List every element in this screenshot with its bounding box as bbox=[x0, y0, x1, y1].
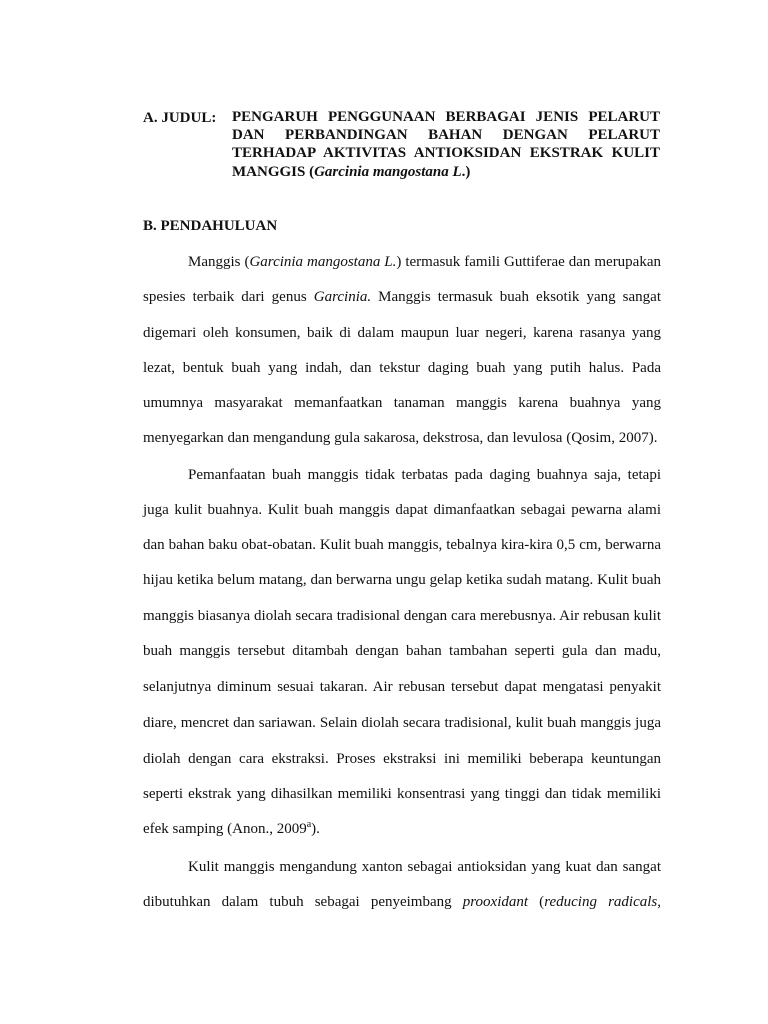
p3-text: , bbox=[657, 894, 662, 910]
title-line-3: TERHADAP AKTIVITAS ANTIOKSIDAN EKSTRAK KULIT bbox=[232, 145, 660, 161]
section-heading: B. PENDAHULUAN bbox=[143, 218, 278, 234]
paragraph-3-line-1: Kulit manggis mengandung xanton sebagai antioksidan yang kuat dan sangat bbox=[188, 859, 661, 875]
paragraph-2-line-4: hijau ketika belum matang, dan berwarna ungu gelap ketika sudah matang. Kulit buah bbox=[143, 572, 661, 588]
paragraph-2-line-7: selanjutnya diminum sesuai takaran. Air rebusan tersebut dapat mengatasi penyakit bbox=[143, 679, 661, 695]
paragraph-1-line-3: digemari oleh konsumen, baik di dalam maupun luar negeri, karena rasanya yang bbox=[143, 325, 661, 341]
p1-text: spesies terbaik dari genus bbox=[143, 289, 314, 305]
paragraph-3-line-2 bbox=[143, 895, 661, 910]
paragraph-2-line-9: diolah dengan cara ekstraksi. Proses ekstraksi ini memiliki beberapa keuntungan bbox=[143, 751, 661, 767]
citation-text: efek samping (Anon., 2009 bbox=[143, 821, 307, 837]
p1-genus-name: Garcinia. bbox=[313, 289, 372, 305]
p3-term-prooxidant: prooxidant bbox=[462, 894, 529, 910]
title-line-2: DAN PERBANDINGAN BAHAN DENGAN PELARUT bbox=[232, 127, 660, 143]
p3-term-reducing-radicals: reducing radicals bbox=[544, 894, 658, 910]
paragraph-2-line-1: Pemanfaatan buah manggis tidak terbatas pada daging buahnya saja, tetapi bbox=[188, 467, 661, 483]
citation-superscript: a bbox=[306, 819, 312, 830]
title-line-4-end: .) bbox=[461, 164, 471, 180]
title-label: A. JUDUL: bbox=[143, 110, 217, 126]
p3-text: ( bbox=[528, 894, 545, 910]
paragraph-2-line-3: dan bahan baku obat-obatan. Kulit buah manggis, tebalnya kira-kira 0,5 cm, berwarna bbox=[143, 537, 661, 553]
paragraph-1-line-2 bbox=[143, 290, 661, 305]
paragraph-2-line-11 bbox=[143, 819, 661, 837]
paragraph-2-line-6: buah manggis tersebut ditambah dengan bahan tambahan seperti gula dan madu, bbox=[143, 643, 661, 659]
p1-scientific-name: Garcinia mangostana L. bbox=[249, 254, 397, 270]
paragraph-2-line-10: seperti ekstrak yang dihasilkan memiliki konsentrasi yang tinggi dan tidak memiliki bbox=[143, 786, 661, 802]
title-line-1: PENGARUH PENGGUNAAN BERBAGAI JENIS PELARUT bbox=[232, 109, 660, 125]
p1-text: Manggis termasuk buah eksotik yang sangat bbox=[371, 289, 661, 305]
paragraph-1-line-4: lezat, bentuk buah yang indah, dan tekstur daging buah yang putih halus. Pada bbox=[143, 360, 661, 376]
paragraph-1-line-6: menyegarkan dan mengandung gula sakarosa, dekstrosa, dan levulosa (Qosim, 2007). bbox=[143, 430, 658, 446]
scientific-name: Garcinia mangostana L bbox=[314, 164, 462, 180]
title-line-4-text: MANGGIS ( bbox=[232, 164, 315, 180]
p1-text: Manggis ( bbox=[188, 254, 250, 270]
paragraph-2-line-2: juga kulit buahnya. Kulit buah manggis dapat dimanfaatkan sebagai pewarna alami bbox=[143, 502, 661, 518]
p3-text: dibutuhkan dalam tubuh sebagai penyeimbang bbox=[143, 894, 463, 910]
p1-text: ) termasuk famili Guttiferae dan merupakan bbox=[396, 254, 661, 270]
paragraph-2-line-8: diare, mencret dan sariawan. Selain diolah secara tradisional, kulit buah manggis juga bbox=[143, 715, 661, 731]
paragraph-2-line-5: manggis biasanya diolah secara tradisional dengan cara merebusnya. Air rebusan kulit bbox=[143, 608, 661, 624]
citation-end: ). bbox=[311, 821, 320, 837]
title-line-4 bbox=[232, 165, 660, 180]
paragraph-1-line-5: umumnya masyarakat memanfaatkan tanaman manggis karena buahnya yang bbox=[143, 395, 661, 411]
paragraph-1-line-1 bbox=[188, 255, 661, 270]
